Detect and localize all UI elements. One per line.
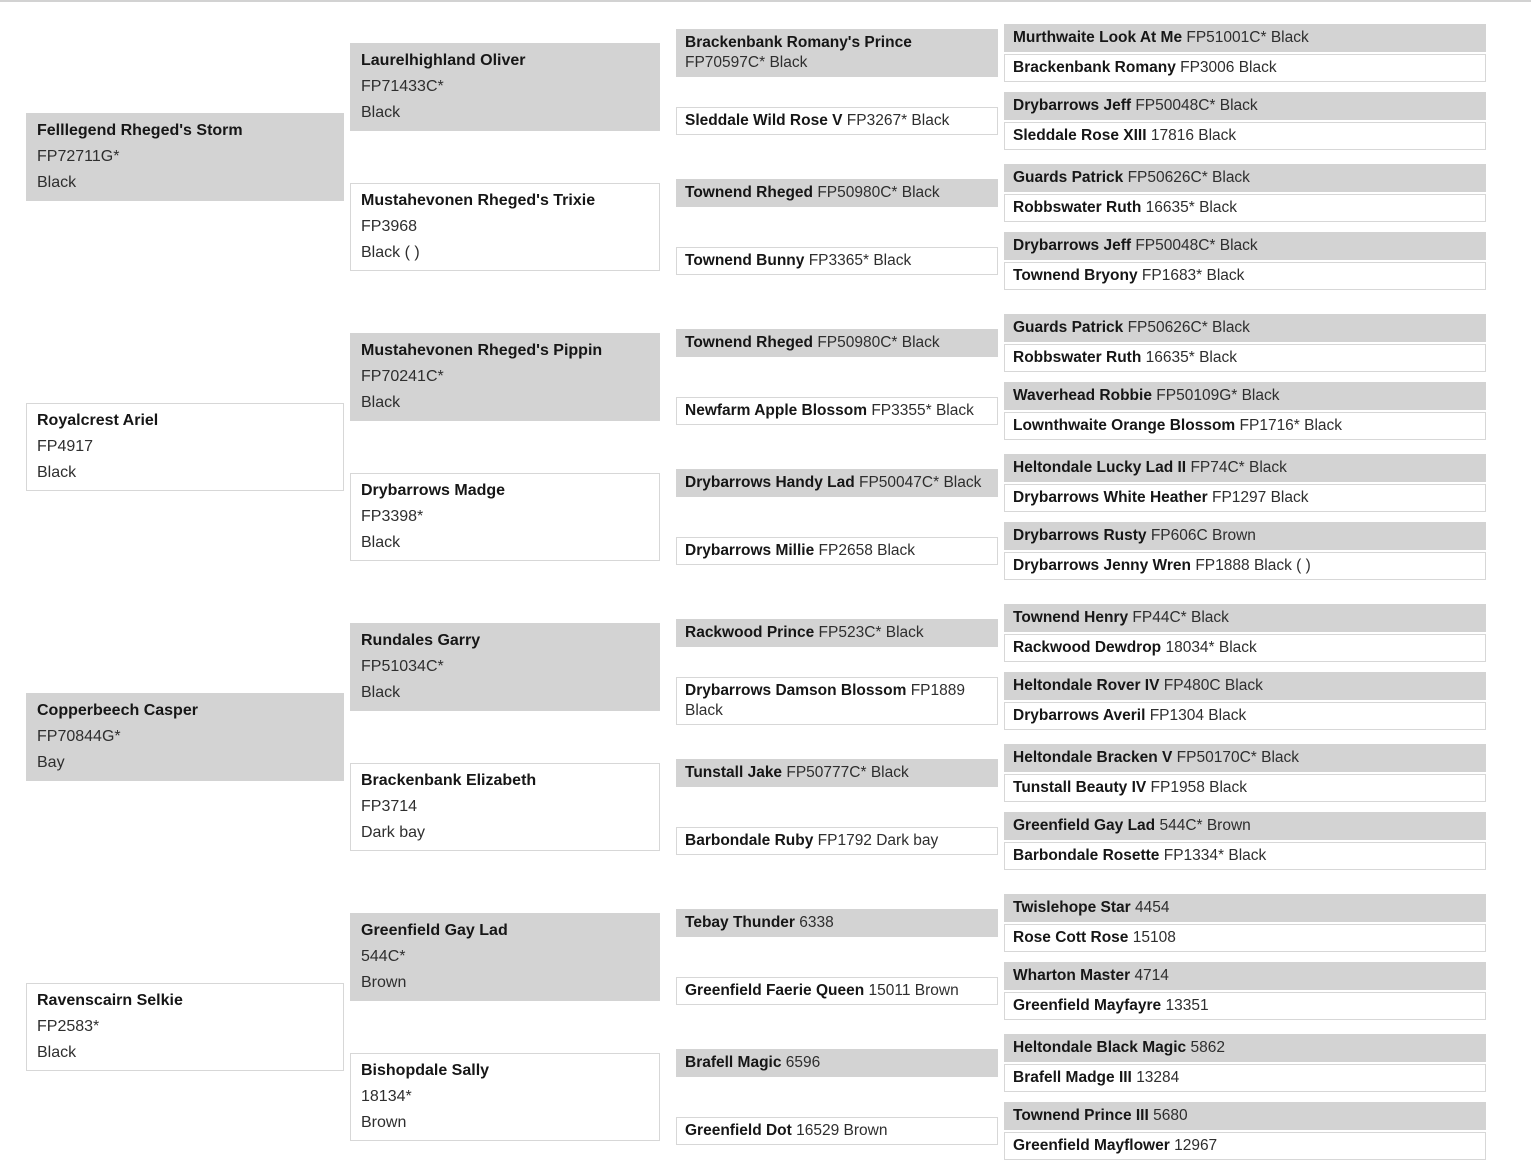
ancestor-node xyxy=(350,894,1486,1020)
horse-name: Brackenbank Romany xyxy=(1013,59,1176,76)
parents-group xyxy=(350,604,1486,870)
horse-detail: FP523C* Black xyxy=(818,624,924,641)
horse-detail: 15011 Brown xyxy=(868,982,959,999)
horse-detail: FP606C Brown xyxy=(1150,527,1256,544)
ancestor-box-sire xyxy=(1004,232,1486,260)
horse-name: Robbswater Ruth xyxy=(1013,199,1142,216)
parents-group xyxy=(1004,1034,1486,1092)
ancestor-node xyxy=(676,454,1486,512)
ancestor-box-sire xyxy=(1004,382,1486,410)
ancestor-box-sire xyxy=(1004,522,1486,550)
horse-detail: FP3006 Black xyxy=(1180,59,1277,76)
pedigree-chart xyxy=(0,2,1531,1160)
ancestor-box-sire xyxy=(676,179,998,207)
parents-group xyxy=(676,894,1486,1020)
ancestor-box-dam xyxy=(1004,122,1486,150)
parents-group xyxy=(350,24,1486,290)
horse-detail: 16635* Black xyxy=(1145,199,1237,216)
horse-detail: FP50626C* Black xyxy=(1127,169,1250,186)
horse-name: Brackenbank Romany's Prince xyxy=(685,34,912,51)
ancestor-box-dam xyxy=(1004,842,1486,870)
ancestor-box-dam xyxy=(1004,194,1486,222)
ancestor-box-sire xyxy=(676,29,998,77)
horse-detail: 6338 xyxy=(799,914,834,931)
horse-detail: FP50777C* Black xyxy=(786,764,909,781)
ancestor-node xyxy=(1004,122,1486,150)
horse-name: Murthwaite Look At Me xyxy=(1013,29,1183,46)
ancestor-node xyxy=(1004,412,1486,440)
ancestor-node xyxy=(26,314,1531,580)
horse-name: Twislehope Star xyxy=(1013,899,1131,916)
horse-name: Guards Patrick xyxy=(1013,319,1124,336)
ancestor-box-sire xyxy=(676,619,998,647)
ancestor-box-dam xyxy=(1004,412,1486,440)
horse-name: Wharton Master xyxy=(1013,967,1131,984)
horse-reg-number: FP70844G* xyxy=(37,728,121,745)
parents-group xyxy=(1004,382,1486,440)
horse-detail: FP70597C* Black xyxy=(685,54,808,71)
ancestor-node xyxy=(1004,1064,1486,1092)
parents-group xyxy=(1004,744,1486,802)
horse-detail: FP44C* Black xyxy=(1132,609,1229,626)
ancestor-node xyxy=(1004,262,1486,290)
horse-detail: 4454 xyxy=(1135,899,1170,916)
horse-detail: FP3267* Black xyxy=(846,112,950,129)
horse-reg-number: FP70241C* xyxy=(361,368,444,385)
parents-group xyxy=(676,24,1486,150)
ancestor-box-dam xyxy=(1004,1064,1486,1092)
horse-name: Barbondale Rosette xyxy=(1013,847,1160,864)
horse-name: Brackenbank Elizabeth xyxy=(361,772,537,789)
horse-color: Black xyxy=(361,534,401,551)
ancestor-node xyxy=(676,24,1486,82)
horse-name: Townend Rheged xyxy=(685,334,814,351)
horse-detail: FP2658 Black xyxy=(818,542,916,559)
ancestor-node xyxy=(1004,604,1486,632)
parents-group xyxy=(1004,232,1486,290)
horse-detail: FP1304 Black xyxy=(1149,707,1247,724)
horse-name: Townend Henry xyxy=(1013,609,1129,626)
horse-detail: FP3365* Black xyxy=(808,252,912,269)
ancestor-node xyxy=(676,314,1486,372)
ancestor-box-sire xyxy=(676,1049,998,1077)
horse-color: Black xyxy=(37,464,77,481)
ancestor-node xyxy=(1004,634,1486,662)
horse-name: Greenfield Faerie Queen xyxy=(685,982,865,999)
ancestor-node xyxy=(676,522,1486,580)
ancestor-node xyxy=(676,1102,1486,1160)
horse-reg-number: 18134* xyxy=(361,1088,412,1105)
ancestor-box-sire xyxy=(26,113,344,201)
ancestor-node xyxy=(26,894,1531,1160)
ancestor-node xyxy=(1004,1034,1486,1062)
ancestor-box-sire xyxy=(350,913,660,1001)
horse-color: Black xyxy=(37,1044,77,1061)
ancestor-box-dam xyxy=(1004,262,1486,290)
horse-name: Brafell Madge III xyxy=(1013,1069,1132,1086)
parents-group xyxy=(676,604,1486,730)
horse-detail: FP1889 Black xyxy=(685,682,965,719)
ancestor-box-dam xyxy=(676,397,998,425)
ancestor-node xyxy=(1004,924,1486,952)
horse-name: Tebay Thunder xyxy=(685,914,795,931)
horse-name: Felllegend Rheged's Storm xyxy=(37,122,243,139)
ancestor-node xyxy=(1004,92,1486,120)
parents-group xyxy=(1004,812,1486,870)
ancestor-box-sire xyxy=(1004,962,1486,990)
ancestor-box-dam xyxy=(676,107,998,135)
horse-name: Newfarm Apple Blossom xyxy=(685,402,868,419)
ancestor-node xyxy=(1004,522,1486,550)
ancestor-box-sire xyxy=(1004,164,1486,192)
horse-detail: FP1888 Black ( ) xyxy=(1195,557,1311,574)
ancestor-box-dam xyxy=(676,247,998,275)
parents-group xyxy=(676,164,1486,290)
ancestor-box-sire xyxy=(1004,314,1486,342)
parents-group xyxy=(1004,894,1486,952)
ancestor-node xyxy=(350,744,1486,870)
horse-detail: 16635* Black xyxy=(1145,349,1237,366)
ancestor-box-sire xyxy=(350,43,660,131)
horse-name: Mustahevonen Rheged's Trixie xyxy=(361,192,596,209)
horse-name: Heltondale Black Magic xyxy=(1013,1039,1187,1056)
horse-detail: FP50047C* Black xyxy=(859,474,982,491)
horse-reg-number: FP2583* xyxy=(37,1018,100,1035)
horse-detail: FP50980C* Black xyxy=(817,184,940,201)
horse-name: Sleddale Rose XIII xyxy=(1013,127,1147,144)
ancestor-node xyxy=(1004,1102,1486,1130)
ancestor-box-dam xyxy=(350,763,660,851)
horse-reg-number: FP51034C* xyxy=(361,658,444,675)
horse-name: Tunstall Beauty IV xyxy=(1013,779,1147,796)
ancestor-node xyxy=(676,604,1486,662)
horse-detail: 6596 xyxy=(785,1054,821,1071)
parents-group xyxy=(350,894,1486,1160)
ancestor-box-dam xyxy=(676,537,998,565)
ancestor-box-dam xyxy=(676,677,998,725)
horse-color: Bay xyxy=(37,754,65,771)
ancestor-node xyxy=(1004,344,1486,372)
ancestor-node xyxy=(1004,552,1486,580)
ancestor-node xyxy=(676,672,1486,730)
horse-name: Townend Bunny xyxy=(685,252,805,269)
horse-name: Greenfield Mayflower xyxy=(1013,1137,1170,1154)
horse-detail: 12967 xyxy=(1174,1137,1218,1154)
ancestor-box-dam xyxy=(1004,344,1486,372)
ancestor-node xyxy=(1004,842,1486,870)
ancestor-box-sire xyxy=(1004,454,1486,482)
ancestor-node xyxy=(676,812,1486,870)
ancestor-box-sire xyxy=(1004,24,1486,52)
horse-detail: FP50109G* Black xyxy=(1156,387,1280,404)
horse-name: Rundales Garry xyxy=(361,632,481,649)
ancestor-node xyxy=(1004,382,1486,410)
horse-reg-number: FP71433C* xyxy=(361,78,444,95)
ancestor-box-dam xyxy=(676,827,998,855)
ancestor-node xyxy=(26,604,1531,870)
horse-detail: FP50048C* Black xyxy=(1135,237,1258,254)
ancestor-box-sire xyxy=(1004,812,1486,840)
horse-name: Rackwood Prince xyxy=(685,624,815,641)
ancestor-box-dam xyxy=(1004,634,1486,662)
horse-reg-number: FP4917 xyxy=(37,438,94,455)
horse-detail: FP50048C* Black xyxy=(1135,97,1258,114)
horse-name: Copperbeech Casper xyxy=(37,702,198,719)
horse-detail: 18034* Black xyxy=(1165,639,1257,656)
ancestor-node xyxy=(676,744,1486,802)
horse-detail: FP50170C* Black xyxy=(1176,749,1300,766)
horse-name: Drybarrows Averil xyxy=(1013,707,1146,724)
parents-group xyxy=(1004,24,1486,82)
ancestor-box-sire xyxy=(1004,604,1486,632)
horse-name: Drybarrows White Heather xyxy=(1013,489,1208,506)
ancestor-node xyxy=(350,454,1486,580)
ancestor-node xyxy=(676,382,1486,440)
horse-name: Mustahevonen Rheged's Pippin xyxy=(361,342,603,359)
horse-detail: FP50626C* Black xyxy=(1127,319,1250,336)
ancestor-box-sire xyxy=(1004,92,1486,120)
horse-color: Black xyxy=(361,394,401,411)
horse-name: Tunstall Jake xyxy=(685,764,783,781)
ancestor-node xyxy=(1004,702,1486,730)
horse-detail: FP1683* Black xyxy=(1141,267,1245,284)
ancestor-box-sire xyxy=(676,909,998,937)
ancestor-node xyxy=(350,314,1486,440)
horse-name: Laurelhighland Oliver xyxy=(361,52,526,69)
horse-name: Lownthwaite Orange Blossom xyxy=(1013,417,1236,434)
horse-reg-number: FP3398* xyxy=(361,508,424,525)
horse-detail: 4714 xyxy=(1134,967,1169,984)
ancestor-box-dam xyxy=(1004,54,1486,82)
horse-name: Heltondale Rover IV xyxy=(1013,677,1160,694)
ancestor-box-dam xyxy=(676,1117,998,1145)
ancestor-box-dam xyxy=(26,403,344,491)
ancestor-node xyxy=(1004,894,1486,922)
ancestor-node xyxy=(350,1034,1486,1160)
ancestor-node xyxy=(1004,672,1486,700)
parents-group xyxy=(1004,92,1486,150)
ancestor-node xyxy=(1004,24,1486,52)
horse-detail: FP1792 Dark bay xyxy=(817,832,939,849)
horse-name: Waverhead Robbie xyxy=(1013,387,1152,404)
horse-name: Rose Cott Rose xyxy=(1013,929,1129,946)
horse-detail: 544C* Brown xyxy=(1159,817,1251,834)
horse-detail: 16529 Brown xyxy=(796,1122,888,1139)
horse-detail: FP51001C* Black xyxy=(1186,29,1309,46)
ancestor-node xyxy=(26,24,1531,290)
horse-name: Townend Bryony xyxy=(1013,267,1138,284)
ancestor-node xyxy=(1004,454,1486,482)
horse-name: Drybarrows Rusty xyxy=(1013,527,1147,544)
parents-group xyxy=(1004,604,1486,662)
horse-name: Ravenscairn Selkie xyxy=(37,992,183,1009)
ancestor-box-dam xyxy=(676,977,998,1005)
ancestor-box-sire xyxy=(1004,894,1486,922)
horse-name: Greenfield Gay Lad xyxy=(361,922,508,939)
parents-group xyxy=(350,314,1486,580)
horse-name: Rackwood Dewdrop xyxy=(1013,639,1162,656)
ancestor-box-dam xyxy=(350,473,660,561)
horse-name: Barbondale Ruby xyxy=(685,832,814,849)
parents-group xyxy=(676,1034,1486,1160)
ancestor-box-sire xyxy=(1004,1034,1486,1062)
horse-detail: 13351 xyxy=(1165,997,1209,1014)
ancestor-box-dam xyxy=(26,983,344,1071)
horse-name: Bishopdale Sally xyxy=(361,1062,490,1079)
horse-name: Guards Patrick xyxy=(1013,169,1124,186)
ancestor-box-dam xyxy=(1004,552,1486,580)
ancestor-box-dam xyxy=(1004,924,1486,952)
ancestor-node xyxy=(1004,314,1486,342)
horse-name: Heltondale Lucky Lad II xyxy=(1013,459,1187,476)
ancestor-node xyxy=(1004,962,1486,990)
ancestor-node xyxy=(1004,54,1486,82)
horse-name: Robbswater Ruth xyxy=(1013,349,1142,366)
ancestor-node xyxy=(676,92,1486,150)
horse-name: Greenfield Mayfayre xyxy=(1013,997,1162,1014)
horse-reg-number: FP3714 xyxy=(361,798,418,815)
ancestor-box-sire xyxy=(26,693,344,781)
ancestor-node xyxy=(1004,744,1486,772)
ancestor-box-dam xyxy=(1004,484,1486,512)
parents-group xyxy=(1004,454,1486,512)
ancestor-box-sire xyxy=(1004,672,1486,700)
horse-name: Townend Prince III xyxy=(1013,1107,1149,1124)
ancestor-box-dam xyxy=(1004,774,1486,802)
ancestor-node xyxy=(676,232,1486,290)
ancestor-box-dam xyxy=(1004,992,1486,1020)
parents-group xyxy=(1004,672,1486,730)
horse-color: Black xyxy=(37,174,77,191)
ancestor-node xyxy=(1004,774,1486,802)
ancestor-box-sire xyxy=(676,469,998,497)
horse-name: Drybarrows Madge xyxy=(361,482,506,499)
ancestor-box-sire xyxy=(676,759,998,787)
ancestor-node xyxy=(1004,194,1486,222)
horse-color: Dark bay xyxy=(361,824,426,841)
parents-group xyxy=(1004,1102,1486,1160)
parents-group xyxy=(676,314,1486,440)
horse-reg-number: FP72711G* xyxy=(37,148,120,165)
horse-reg-number: 544C* xyxy=(361,948,406,965)
ancestor-box-sire xyxy=(1004,744,1486,772)
ancestor-node xyxy=(1004,1132,1486,1160)
horse-color: Black xyxy=(361,684,401,701)
ancestor-box-sire xyxy=(350,623,660,711)
parents-group xyxy=(1004,522,1486,580)
horse-detail: 15108 xyxy=(1132,929,1176,946)
horse-name: Sleddale Wild Rose V xyxy=(685,112,843,129)
horse-detail: FP1297 Black xyxy=(1211,489,1309,506)
horse-name: Drybarrows Handy Lad xyxy=(685,474,855,491)
parents-group xyxy=(1004,314,1486,372)
ancestor-node xyxy=(350,164,1486,290)
horse-detail: FP1334* Black xyxy=(1163,847,1267,864)
horse-name: Townend Rheged xyxy=(685,184,814,201)
ancestor-node xyxy=(1004,484,1486,512)
ancestor-node xyxy=(676,894,1486,952)
horse-color: Brown xyxy=(361,974,407,991)
horse-detail: 17816 Black xyxy=(1150,127,1237,144)
horse-name: Heltondale Bracken V xyxy=(1013,749,1173,766)
ancestor-node xyxy=(1004,992,1486,1020)
horse-name: Greenfield Gay Lad xyxy=(1013,817,1156,834)
ancestor-node xyxy=(350,24,1486,150)
horse-name: Drybarrows Jeff xyxy=(1013,97,1132,114)
ancestor-box-dam xyxy=(1004,702,1486,730)
horse-detail: FP74C* Black xyxy=(1190,459,1287,476)
horse-detail: 5862 xyxy=(1190,1039,1225,1056)
ancestor-box-dam xyxy=(350,1053,660,1141)
horse-name: Greenfield Dot xyxy=(685,1122,792,1139)
horse-detail: FP1716* Black xyxy=(1239,417,1343,434)
ancestor-node xyxy=(1004,232,1486,260)
horse-name: Drybarrows Jenny Wren xyxy=(1013,557,1192,574)
horse-detail: 13284 xyxy=(1136,1069,1180,1086)
horse-color: Black xyxy=(361,104,401,121)
horse-detail: 5680 xyxy=(1153,1107,1188,1124)
ancestor-node xyxy=(676,962,1486,1020)
horse-detail: FP480C Black xyxy=(1163,677,1263,694)
ancestor-box-dam xyxy=(350,183,660,271)
horse-detail: FP1958 Black xyxy=(1150,779,1248,796)
horse-name: Royalcrest Ariel xyxy=(37,412,159,429)
ancestor-box-sire xyxy=(350,333,660,421)
ancestor-box-dam xyxy=(1004,1132,1486,1160)
parents-group xyxy=(1004,164,1486,222)
horse-detail: FP50980C* Black xyxy=(817,334,940,351)
horse-name: Drybarrows Damson Blossom xyxy=(685,682,907,699)
horse-detail: FP3355* Black xyxy=(871,402,974,419)
horse-color: Brown xyxy=(361,1114,407,1131)
ancestor-box-sire xyxy=(676,329,998,357)
horse-reg-number: FP3968 xyxy=(361,218,418,235)
parents-group xyxy=(676,744,1486,870)
ancestor-node xyxy=(1004,812,1486,840)
ancestor-node xyxy=(350,604,1486,730)
horse-color: Black ( ) xyxy=(361,244,420,261)
ancestor-box-sire xyxy=(1004,1102,1486,1130)
ancestor-node xyxy=(676,164,1486,222)
horse-name: Drybarrows Jeff xyxy=(1013,237,1132,254)
parents-group xyxy=(676,454,1486,580)
horse-name: Drybarrows Millie xyxy=(685,542,815,559)
horse-name: Brafell Magic xyxy=(685,1054,782,1071)
ancestor-node xyxy=(676,1034,1486,1092)
parents-group xyxy=(1004,962,1486,1020)
ancestor-node xyxy=(1004,164,1486,192)
